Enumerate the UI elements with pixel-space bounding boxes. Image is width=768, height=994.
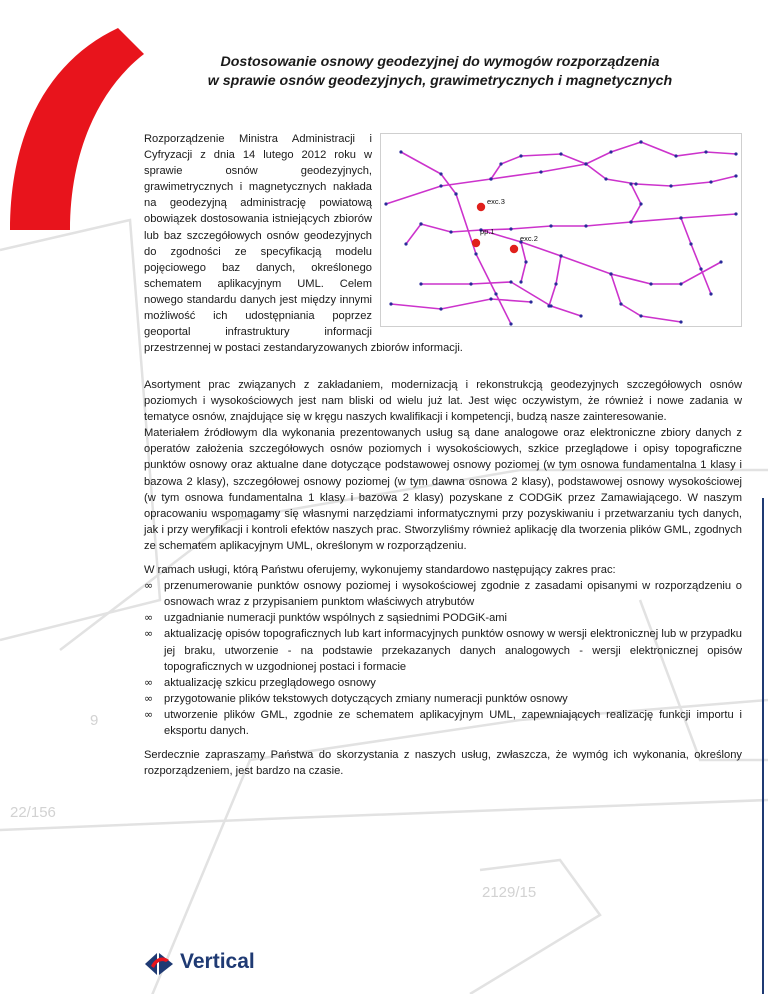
- network-point: [689, 242, 692, 245]
- network-point: [679, 216, 682, 219]
- network-point: [419, 282, 422, 285]
- list-item: ∞ aktualizację szkicu przeglądowego osnowy: [144, 675, 742, 691]
- network-point: [474, 252, 477, 255]
- network-point: [709, 180, 712, 183]
- title-line-1: Dostosowanie osnowy geodezyjnej do wymogów rozporządzenia: [220, 54, 660, 70]
- control-point-marker: [510, 245, 518, 253]
- network-point: [439, 184, 442, 187]
- network-point: [549, 224, 552, 227]
- control-point-label: pp.1: [480, 227, 495, 236]
- network-line: [491, 142, 641, 179]
- infinity-bullet-icon: ∞: [144, 627, 154, 641]
- paragraph-scope-intro: W ramach usługi, którą Państwu oferujemy, wykonujemy standardowo następujący zakres prac:: [144, 564, 616, 577]
- network-point: [719, 260, 722, 263]
- infinity-bullet-icon: ∞: [144, 707, 154, 721]
- network-point: [439, 172, 442, 175]
- network-line: [421, 224, 721, 284]
- vertical-logo: [142, 948, 282, 980]
- network-point: [619, 302, 622, 305]
- network-sketch-figure: [380, 133, 742, 327]
- network-point: [399, 150, 402, 153]
- right-accent-rule: [762, 498, 764, 994]
- network-point: [699, 267, 702, 270]
- paragraph-invitation: Serdecznie zapraszamy Państwa do skorzystania z naszych usług, zwłaszcza, że wymóg ich wykonania, określony rozporządzeniem, jest bardzo na czasie.: [144, 749, 742, 778]
- paragraph-experience: Asortyment prac związanych z zakładaniem, modernizacją i rekonstrukcją geodezyjnych szczegółowych osnów poziomych i wysokościowych jest nam bliski od wielu już lat. Jest więc oczywistym, że również i nowe zadania w tematyce osnów, znajdujące się w kręgu naszych kwalifikacji i kompetencji, budzą nasze zainteresowanie.: [144, 379, 742, 424]
- network-point: [384, 202, 387, 205]
- network-point: [704, 150, 707, 153]
- control-point-marker: [477, 203, 485, 211]
- vertical-logo-icon: [142, 950, 176, 978]
- network-point: [559, 152, 562, 155]
- network-point: [419, 222, 422, 225]
- network-point: [509, 227, 512, 230]
- background-parcel-number: 9: [90, 712, 99, 729]
- network-point: [524, 260, 527, 263]
- network-point: [499, 162, 502, 165]
- main-content: [144, 131, 742, 787]
- network-point: [519, 154, 522, 157]
- network-point: [494, 292, 497, 295]
- network-line: [586, 164, 736, 186]
- network-point: [489, 177, 492, 180]
- network-point: [674, 154, 677, 157]
- intro-paragraph-block: [144, 131, 742, 369]
- network-point: [547, 304, 550, 307]
- network-point: [609, 272, 612, 275]
- infinity-bullet-icon: ∞: [144, 611, 154, 625]
- network-line: [631, 184, 641, 222]
- network-point: [539, 170, 542, 173]
- network-point: [639, 202, 642, 205]
- control-point-label: exc.3: [487, 197, 505, 206]
- background-parcel-number: 22/156: [10, 804, 56, 821]
- network-line: [611, 274, 681, 322]
- network-line: [391, 299, 531, 309]
- network-point: [509, 280, 512, 283]
- network-point: [584, 162, 587, 165]
- network-point: [579, 314, 582, 317]
- network-point: [669, 184, 672, 187]
- list-item: ∞ uzgadnianie numeracji punktów wspólnych z sąsiednimi PODGiK-ami: [144, 610, 742, 626]
- scope-list: [144, 578, 742, 739]
- network-point: [489, 297, 492, 300]
- network-point: [679, 320, 682, 323]
- network-point: [559, 254, 562, 257]
- network-point: [469, 282, 472, 285]
- network-point: [709, 292, 712, 295]
- logo-text: Vertical: [180, 950, 255, 973]
- network-point: [439, 307, 442, 310]
- network-point: [629, 220, 632, 223]
- network-point: [649, 282, 652, 285]
- infinity-bullet-icon: ∞: [144, 675, 154, 689]
- intro-paragraph: Rozporządzenie Ministra Administracji i Cyfryzacji z dnia 14 lutego 2012 roku w sprawie osnów geodezyjnych, grawimetrycznych i magnetycznych nakłada na geodezyjną administrację powiatową obowiązek dostosowania istniejących zbiorów lub baz szczegółowych osnów geodezyjnych do zgodności ze specyfikacją modelu pojęciowego baz danych, określonego schematem aplikacyjnym UML. Celem nowego standardu danych jest między innymi możliwość ich udostępniania poprzez geoportal infrastruktury informacji przestrzennej w postaci zestandaryzowanych zbiorów informacji.: [144, 133, 463, 355]
- network-point: [519, 280, 522, 283]
- list-item: ∞ przygotowanie plików tekstowych dotyczących zmiany numeracji punktów osnowy: [144, 691, 742, 707]
- control-point-label: exc.2: [520, 234, 538, 243]
- page-title: [130, 53, 750, 91]
- paragraph-sources: Materiałem źródłowym dla wykonania prezentowanych usług są dane analogowe oraz elektroniczne zbiory danych z operatów założenia szczegółowych osnów poziomych i wysokościowych, szkice przeglądowe i opisy topograficzne punktów osnowy oraz aktualne dane dotyczące podstawowej osnowy poziomej (w tym osnowa fundamentalna 1 klasy i bazowa 2 klasy), szczegółowej osnowy poziomej (w tym dawna osnowa 2 klasy), podstawowej osnowy wysokościowej (w tym osnowa fundamentalna 1 klasy i bazowa 2 klasy) pozyskane z CODGiK przez Zamawiającego. W naszym opracowaniu wspomagamy się własnymi narzędziami informatycznymi przy pozyskiwaniu i przetwarzaniu tych danych, jak i przy weryfikacji i kontroli efektów naszych prac. Stworzyliśmy również aplikację dla tworzenia plików GML, zgodnych ze schematem aplikacyjnym UML, określonym w rozporządzeniu.: [144, 427, 742, 552]
- network-point: [529, 300, 532, 303]
- network-point: [734, 174, 737, 177]
- control-point-marker: [472, 239, 480, 247]
- network-point: [679, 282, 682, 285]
- list-item: ∞ aktualizację opisów topograficznych lub kart informacyjnych punktów osnowy w wersji elektronicznej lub w przypadku jej braku, utworzenie - na podstawie przekazanych danych analogowych - wersji elektronicznej opisów topograficznych w uzgodnionej postaci i formacie: [144, 627, 742, 673]
- network-point: [634, 182, 637, 185]
- network-point: [629, 182, 632, 185]
- list-item: ∞ przenumerowanie punktów osnowy poziomej i wysokościowej zgodnie z zasadami opisanymi w rozporządzeniu o osnowach wraz z przypisaniem punktom właściwych atrybutów: [144, 579, 742, 609]
- network-point: [454, 192, 457, 195]
- list-item: ∞ utworzenie plików GML, zgodnie ze schematem aplikacyjnym UML, zapewniających realizację funkcji importu i eksportu danych.: [144, 707, 742, 737]
- background-parcel-number: 2129/15: [482, 884, 537, 901]
- network-line: [481, 214, 736, 230]
- network-point: [734, 212, 737, 215]
- network-point: [639, 314, 642, 317]
- network-line: [641, 142, 736, 156]
- network-point: [584, 224, 587, 227]
- infinity-bullet-icon: ∞: [144, 691, 154, 705]
- network-line: [681, 218, 711, 294]
- network-point: [404, 242, 407, 245]
- network-point: [604, 177, 607, 180]
- network-line: [549, 256, 561, 306]
- network-point: [554, 282, 557, 285]
- network-point: [609, 150, 612, 153]
- network-point: [389, 302, 392, 305]
- network-line: [406, 224, 421, 244]
- network-point: [509, 322, 512, 325]
- network-point: [734, 152, 737, 155]
- network-line: [386, 164, 586, 204]
- network-point: [449, 230, 452, 233]
- infinity-bullet-icon: ∞: [144, 579, 154, 593]
- network-point: [639, 140, 642, 143]
- network-line: [401, 152, 456, 194]
- network-sketch: [381, 134, 741, 326]
- title-line-2: w sprawie osnów geodezyjnych, grawimetrycznych i magnetycznych: [207, 73, 673, 89]
